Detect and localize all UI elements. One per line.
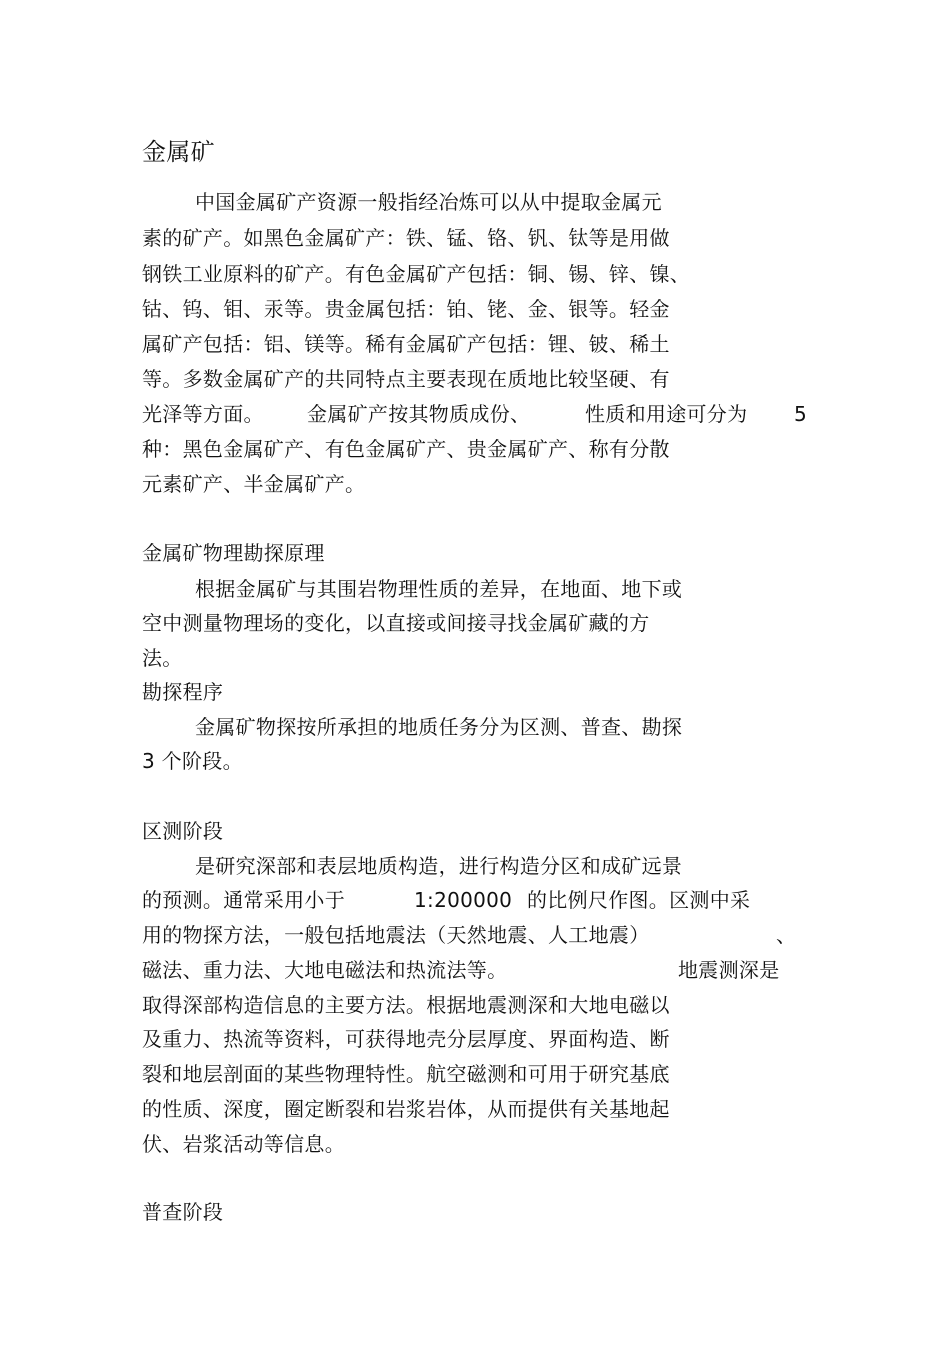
paragraph-1-line-2: 素的矿产。如黑色金属矿产：铁、锰、铬、钒、钛等是用做	[142, 226, 670, 250]
heading-regional-survey-stage: 区测阶段	[142, 819, 224, 843]
paragraph-4-line-2b: 1:200000	[414, 888, 513, 912]
paragraph-3-line-2: 3 个阶段。	[142, 749, 243, 773]
paragraph-4-line-1: 是研究深部和表层地质构造，进行构造分区和成矿远景	[195, 854, 683, 878]
paragraph-4-line-3b: 、	[776, 923, 797, 947]
paragraph-1-line-8: 种：黑色金属矿产、有色金属矿产、贵金属矿产、称有分散	[142, 437, 670, 461]
paragraph-1-line-7b: 金属矿产按其物质成份、	[307, 402, 531, 426]
paragraph-2-line-2: 空中测量物理场的变化，以直接或间接寻找金属矿藏的方	[142, 611, 650, 635]
paragraph-1-line-7a: 光泽等方面。	[142, 402, 264, 426]
paragraph-4-line-4a: 磁法、重力法、大地电磁法和热流法等。	[142, 958, 508, 982]
paragraph-2-line-3: 法。	[142, 646, 183, 670]
paragraph-1-line-6: 等。多数金属矿产的共同特点主要表现在质地比较坚硬、有	[142, 367, 670, 391]
paragraph-4-line-2a: 的预测。通常采用小于	[142, 888, 345, 912]
paragraph-2-line-1: 根据金属矿与其围岩物理性质的差异，在地面、地下或	[195, 577, 683, 601]
paragraph-4-line-7: 裂和地层剖面的某些物理特性。航空磁测和可用于研究基底	[142, 1062, 670, 1086]
paragraph-1-line-7d: 5	[794, 402, 808, 426]
paragraph-1-line-5: 属矿产包括：铝、镁等。稀有金属矿产包括：锂、铍、稀土	[142, 332, 670, 356]
paragraph-4-line-9: 伏、岩浆活动等信息。	[142, 1132, 345, 1156]
paragraph-4-line-3a: 用的物探方法，一般包括地震法（天然地震、人工地震）	[142, 923, 650, 947]
paragraph-4-line-5: 取得深部构造信息的主要方法。根据地震测深和大地电磁以	[142, 993, 670, 1017]
heading-exploration-procedure: 勘探程序	[142, 680, 224, 704]
paragraph-1-line-4: 钴、钨、钼、汞等。贵金属包括：铂、铑、金、银等。轻金	[142, 297, 670, 321]
paragraph-4-line-4b: 地震测深是	[678, 958, 780, 982]
paragraph-1-line-7c: 性质和用途可分为	[585, 402, 748, 426]
paragraph-1-line-1: 中国金属矿产资源一般指经冶炼可以从中提取金属元	[195, 190, 662, 214]
paragraph-4-line-8: 的性质、深度，圈定断裂和岩浆岩体，从而提供有关基地起	[142, 1097, 670, 1121]
document-title: 金属矿	[142, 138, 215, 166]
paragraph-1-line-9: 元素矿产、半金属矿产。	[142, 472, 366, 496]
paragraph-4-line-2c: 的比例尺作图。区测中采	[527, 888, 751, 912]
paragraph-4-line-6: 及重力、热流等资料，可获得地壳分层厚度、界面构造、断	[142, 1027, 670, 1051]
heading-general-survey-stage: 普查阶段	[142, 1200, 224, 1224]
heading-physical-exploration: 金属矿物理勘探原理	[142, 541, 325, 565]
paragraph-1-line-3: 钢铁工业原料的矿产。有色金属矿产包括：铜、锡、锌、镍、	[142, 262, 691, 286]
paragraph-3-line-1: 金属矿物探按所承担的地质任务分为区测、普查、勘探	[195, 715, 683, 739]
